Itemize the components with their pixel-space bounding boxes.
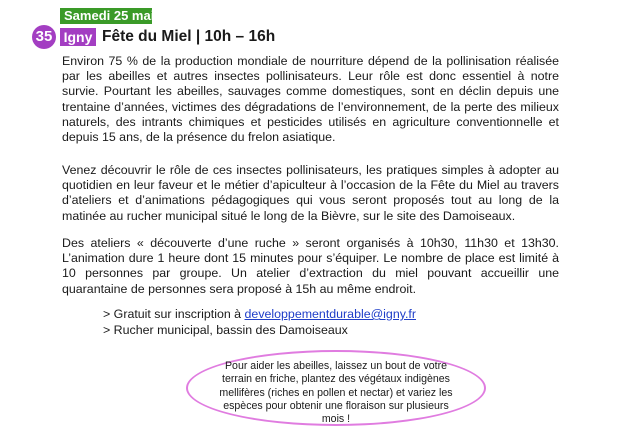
registration-label: > Gratuit sur inscription à — [103, 307, 245, 321]
event-title: Fête du Miel | 10h – 16h — [102, 28, 276, 45]
event-date-badge: Samedi 25 mai — [60, 8, 152, 24]
location-info: > Rucher municipal, bassin des Damoiseaux — [103, 323, 348, 337]
city-tag: Igny — [60, 28, 96, 46]
event-number-badge: 35 — [32, 25, 56, 49]
invitation-paragraph: Venez découvrir le rôle de ces insectes pollinisateurs, les pratiques simples à adopter au quotidien en leur faveur et le métier d’apiculteur à l’occasion de la Fête du Miel au travers d’ateliers et d’animations pédagogiques qui vous seront proposés tout au long de la matinée au rucher municipal situé le long de la Bièvre, sur le site des Damoiseaux. — [62, 163, 559, 223]
intro-paragraph: Environ 75 % de la production mondiale de nourriture dépend de la pollinisation réalisée par les abeilles et autres insectes pollinisateurs. Leur rôle est donc essentiel à notre survie. Pourtant les abeilles, sauvages comme domestiques, sont en déclin depuis une trentaine d’années, victimes des dégradations de l’environnement, de la perte des milieux naturels, des intrants chimiques et pesticides utilisés en agriculture conventionnelle et depuis 15 ans, de la présence du frelon asiatique. — [62, 54, 559, 145]
registration-email-link[interactable]: developpementdurable@igny.fr — [244, 307, 416, 321]
workshops-paragraph: Des ateliers « découverte d’une ruche » seront organisés à 10h30, 11h30 et 13h30. L’animation dure 1 heure dont 15 minutes pour s’équiper. Le nombre de place est limité à 10 personnes par groupe. Un atelier d’extraction du miel pouvant accueillir une quarantaine de personnes sera proposé à 15h au même endroit. — [62, 236, 559, 296]
tip-callout-text: Pour aider les abeilles, laissez un bout de votre terrain en friche, plantez des végétaux indigènes mellifères (riches en pollen et nectar) et variez les espèces pour obtenir une floraison sur plusieurs mois ! — [219, 360, 453, 426]
registration-info — [103, 307, 416, 322]
